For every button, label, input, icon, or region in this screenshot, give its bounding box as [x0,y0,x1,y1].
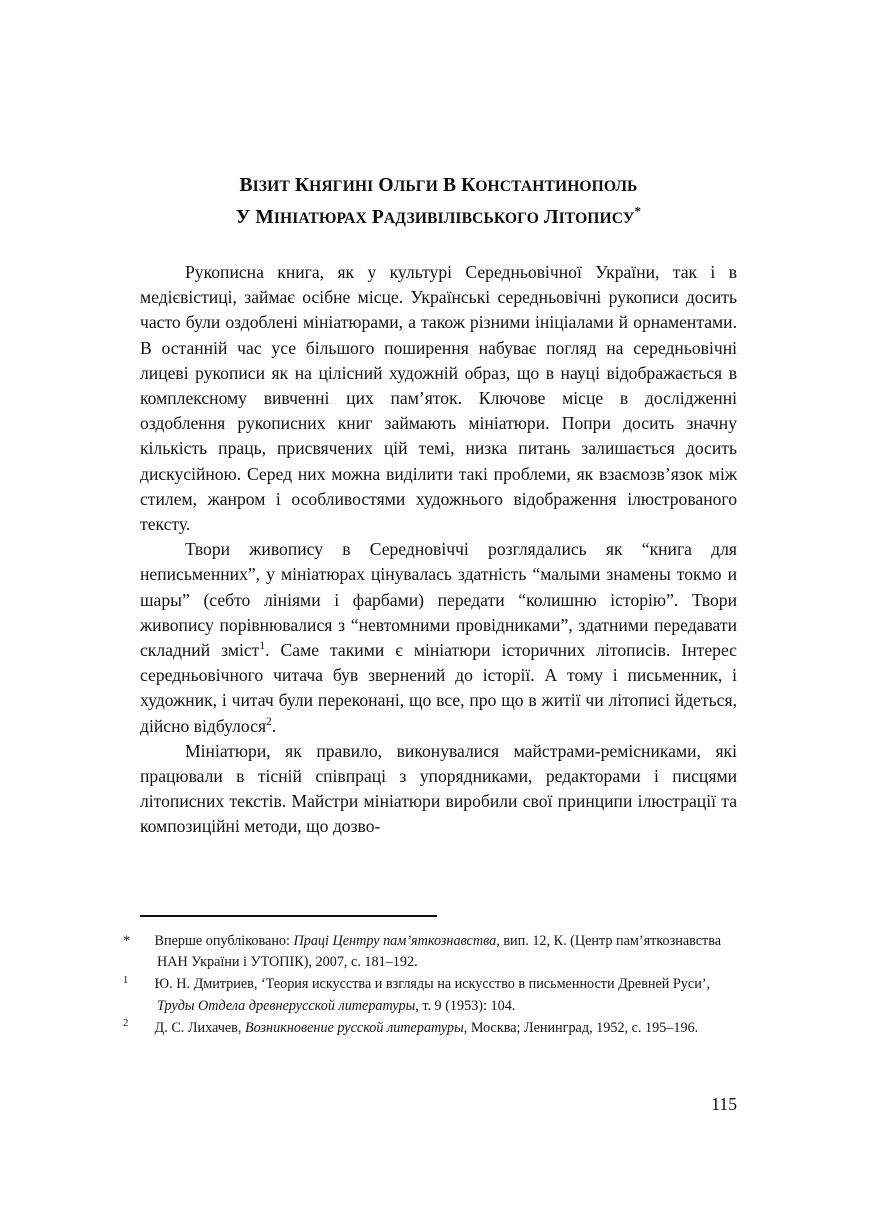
footnote-text: Д. С. Лихачев, Возникновение русской литературы, Москва; Ленинград, 1952, с. 195–196. [154,1019,699,1036]
title-capital-letter: У [235,207,251,228]
title-line-1-text [240,175,638,196]
footnote-text: Ю. Н. Дмитриев, ‘Теория искусства и взгляды на искусство в письменности Древней Руси’, Труды Отдела древнерусской литературы, т. 9 (1953): 104. [154,976,711,1014]
italic-title: Труды Отдела древнерусской литературы [157,997,416,1014]
title-small-capitals: ІЗИТ [252,178,290,195]
footnote-marker: * [123,933,131,949]
footnote-item: 2 Д. С. Лихачев, Возникновение русской литературы, Москва; Ленинград, 1952, с. 195–196. [123,1018,699,1036]
title-capital-letter: К [294,175,310,196]
title-small-capitals: ІТОПИСУ [558,210,635,227]
footnote-item [123,931,737,973]
title-capital-letter: М [255,207,274,228]
footnote-reference[interactable]: 2 [266,715,272,728]
title-small-capitals: ЛЬГИ [393,178,438,195]
article-title [140,0,737,234]
title-capital-letter: К [461,175,476,196]
title-small-capitals: ОНСТАНТИНОПОЛЬ [475,178,638,195]
title-capital-letter: В [442,175,457,196]
title-small-capitals: НЯГИНІ [309,178,374,195]
footnote-text: Вперше опубліковано: Праці Центру пам’яткознавства, вип. 12, К. (Центр пам’яткознавства НАН України і УТОПІК), 2007, с. 181–192. [154,933,722,971]
footnote-separator-rule [140,915,437,917]
title-capital-letter: Л [543,207,559,228]
title-capital-letter: О [378,175,394,196]
paragraph-1: Рукописна книга, як у культурі Середньовічної України, так і в медієвістиці, займає осібне місце. Українські середньовічні рукописи досить часто були оздоблені мініатюрами, а також різними ініціалами й орнаментами. В останній час усе більшого поширення набуває погляд на середньовічні лицеві рукописи як на цілісний художній образ, що в науці відображається в комплексному вивченні цих пам’яток. Ключове місце в дослідженні оздоблення рукописних книг займають мініатюри. Попри досить значну кількість праць, присвячених цій темі, низка питань залишається досить дискусійною. Серед них можна виділити такі проблеми, як взаємозв’язок між стилем, жанром і особливостями художнього відображення ілюстрованого тексту. [140,262,737,535]
page-body-column [140,0,737,840]
article-title-line-1 [140,170,737,202]
italic-title: Праці Центру пам’яткознавства [293,933,497,949]
paragraph-2: Твори живопису в Середновіччі розглядались як “книга для неписьменних”, у мініатюрах цінувалась здатність “малыми знамены токмо и шары” (себто лініями і фарбами) передати “колишню історію”. Твори живопису порівнювалися з “невтомними провідниками”, здатними передавати складний зміст$^1$. Саме такими є мініатюри історичних літописів. Інтерес середньовічного читача був звернений до історії. А тому і письменник, і художник, і читач були переконані, що все, про що в житії чи літописі йдеться, дійсно відбулося$^2$. [140,539,737,736]
title-small-capitals: ІНІАТЮРАХ [273,210,367,227]
title-footnote-marker: * [634,203,642,219]
footnote-area [123,915,737,1039]
page-number: 115 [711,1094,737,1114]
paragraph-3: Мініатюри, як правило, виконувалися майстрами-ремісниками, які працювали в тісній співпраці з упорядниками, редакторами і писцями літописних текстів. Майстри мініатюри виробили свої принципи ілюстрації та композиційні методи, що дозво- [140,740,737,837]
title-small-capitals: АДЗИВІЛІВСЬКОГО [383,210,539,227]
italic-title: Возникновение русской литературы [244,1019,464,1036]
article-title-line-2 [140,202,737,234]
title-capital-letter: В [239,175,253,196]
footnote-reference[interactable]: 1 [259,640,266,653]
footnote-item: 1 Ю. Н. Дмитриев, ‘Теория искусства и взгляды на искусство в письменности Древней Руси’, Труды Отдела древнерусской литературы, т. 9 (1953): 104. [123,974,711,1014]
title-line-2-text [236,207,635,228]
article-body [140,260,737,840]
title-capital-letter: Р [371,207,384,228]
